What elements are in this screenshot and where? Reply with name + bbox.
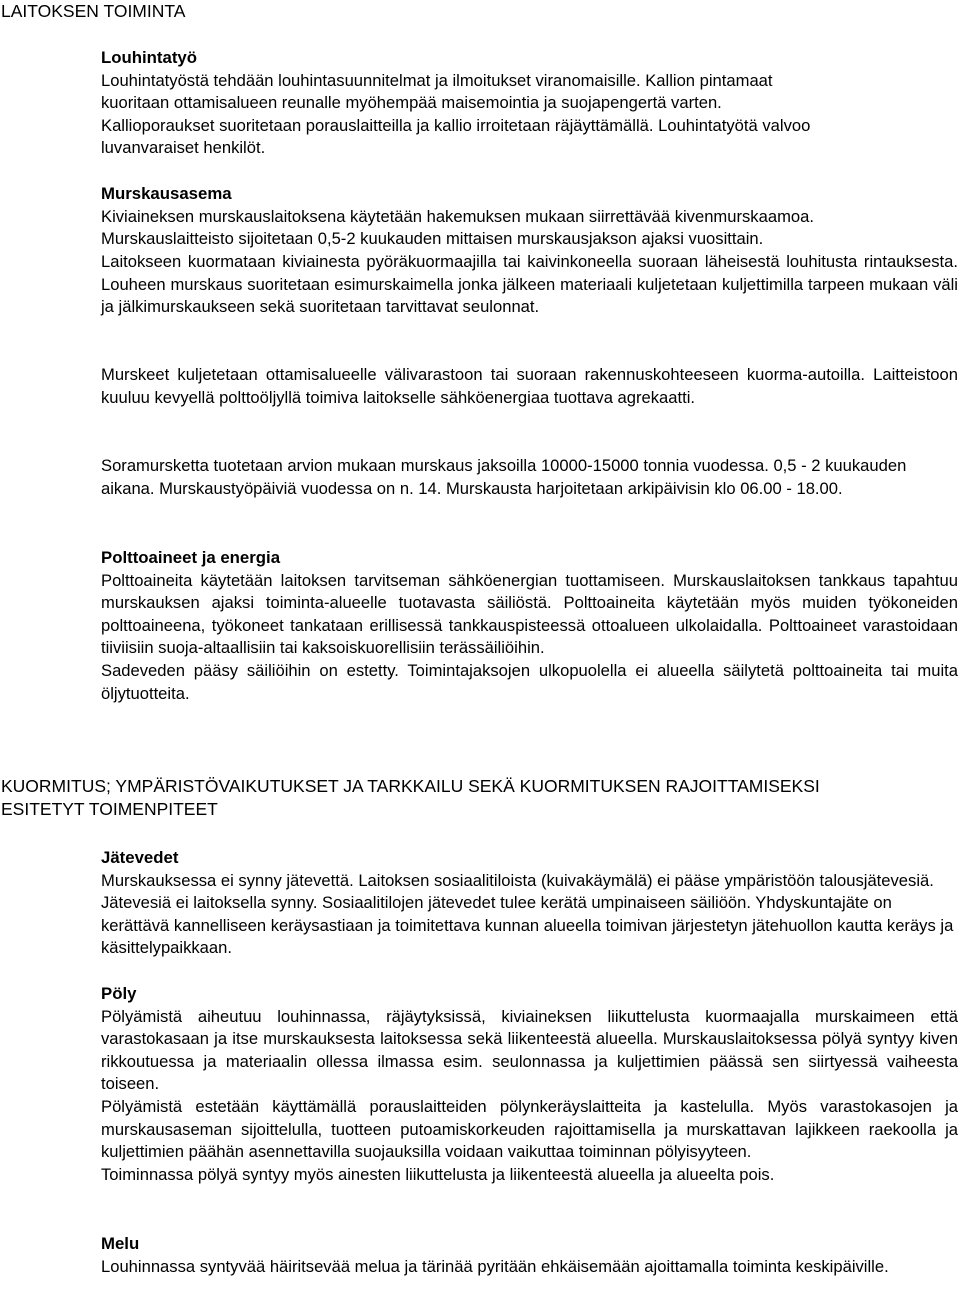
paragraph-line: kuoritaan ottamisalueen reunalle myöhempää maisemointia ja suojapengertä varten. [101, 93, 722, 113]
subsection-title: Louhintatyö [101, 48, 198, 67]
section-louhintatyo [101, 47, 958, 160]
paragraph: Soramursketta tuotetaan arvion mukaan murskaus jaksoilla 10000-15000 tonnia vuodessa. 0,5 - 2 kuukauden aikana. Murskaustyöpäiviä vuodessa on n. 14. Murskausta harjoitetaan arkipäivisin klo 06.00 - 18.00. [101, 456, 907, 498]
paragraph: Laitokseen kuormataan kiviainesta pyöräkuormaajilla tai kaivinkoneella suoraan läheisestä louhitusta rintauksesta. Louheen murskaus suoritetaan esimurskaimella jonka jälkeen materiaali kuljetetaan kuljettimilla tarpeen mukaan väli ja jälkimurskaukseen sekä suoritetaan tarvittavat seulonnat. [101, 252, 958, 317]
paragraph: Pölyämistä estetään käyttämällä porauslaitteiden pölynkeräyslaitteita ja kastelulla. Myös varastokasojen ja murskausaseman sijoittelulla, tuotteen putoamiskorkeuden rajoittamisella ja murskattavan lajikkeen raekoolla ja kuljettimien päähän asennettavilla suojauksilla voidaan vaikuttaa toiminnan pölyisyyteen. [101, 1096, 958, 1162]
subsection-title: Polttoaineet ja energia [101, 548, 281, 567]
paragraph-line: Kiviaineksen murskauslaitoksena käytetään hakemuksen mukaan siirrettävää kivenmurskaamoa. [101, 206, 814, 226]
subsection-title: Melu [101, 1234, 140, 1253]
paragraph-line: Louhintatyöstä tehdään louhintasuunnitelmat ja ilmoitukset viranomaisille. Kallion pintamaat [101, 70, 773, 90]
subsection-title: Murskausasema [101, 184, 232, 203]
paragraph: Louhinnassa syntyvää häiritsevää melua ja tärinää pyritään ehkäisemään ajoittamalla toiminta keskipäiville. [101, 1256, 889, 1276]
paragraph-line: Murskauslaitteisto sijoitetaan 0,5-2 kuukauden mittaisen murskausjakson ajaksi vuosittain. [101, 229, 764, 249]
paragraph: Pölyämistä aiheutuu louhinnassa, räjäytyksissä, kiviaineksen liikuttelusta kuormaajalla murskaimeen että varastokasaan ja itse murskauksesta laitoksessa sekä liikenteestä alueella. Murskauslaitoksessa pölyä syntyy kiven rikkoutuessa ja materiaalin ollessa ilmassa esim. seulonnassa ja kuljettimien päässä sen siirtyessä vaiheesta toiseen. [101, 1006, 958, 1094]
heading-line: KUORMITUS; YMPÄRISTÖVAIKUTUKSET JA TARKKAILU SEKÄ KUORMITUKSEN RAJOITTAMISEKSI [1, 776, 820, 796]
section-polttoaineet [101, 547, 958, 705]
section-jatevedet [101, 847, 958, 960]
heading-line: ESITETYT TOIMENPITEET [1, 798, 218, 819]
section-heading-kuormitus [1, 775, 959, 820]
subsection-title: Pöly [101, 984, 137, 1003]
paragraph-line: luvanvaraiset henkilöt. [101, 138, 266, 158]
paragraph: Murskauksessa ei synny jätevettä. Laitoksen sosiaalitiloista (kuivakäymälä) ei pääse ympäristöön talousjätevesiä. Jätevesiä ei laitoksella synny. Sosiaalitilojen jätevedet tulee kerätä umpinaiseen säiliöön. Yhdyskuntajäte on kerättävä kannelliseen keräysastiaan ja toimitettava kunnan alueella toimivan järjestetyn jätehuollon kautta keräys ja käsittelypaikkaan. [101, 870, 954, 958]
paragraph-line: Kallioporaukset suoritetaan porauslaitteilla ja kallio irroitetaan räjäyttämällä. Louhintatyötä valvoo [101, 115, 811, 135]
paragraph: Sadeveden pääsy säiliöihin on estetty. Toimintajaksojen ulkopuolella ei alueella säilytetä polttoaineita tai muita öljytuotteita. [101, 660, 958, 703]
section-heading-laitoksen-toiminta: LAITOKSEN TOIMINTA [1, 1, 186, 21]
paragraph: Murskeet kuljetetaan ottamisalueelle välivarastoon tai suoraan rakennuskohteeseen kuorma-autoilla. Laitteistoon kuuluu kevyellä polttoöljyllä toimiva laitokselle sähköenergiaa tuottava agrekaatti. [101, 365, 958, 407]
section-murskausasema [101, 183, 958, 251]
subsection-title: Jätevedet [101, 848, 179, 867]
section-poly [101, 983, 958, 1186]
section-melu [101, 1233, 958, 1278]
paragraph: Toiminnassa pölyä syntyy myös ainesten liikuttelusta ja liikenteestä alueella ja alueelta pois. [101, 1164, 775, 1184]
paragraph: Polttoaineita käytetään laitoksen tarvitseman sähköenergian tuottamiseen. Murskauslaitoksen tankkaus tapahtuu murskauksen ajaksi toiminta-alueelle tuotavasta säiliöstä. Polttoaineita käytetään myös muiden työkoneiden polttoaineena, työkoneet tankataan erillisessä tankkauspisteessä ottoalueen ulkolaidalla. Polttoaineet varastoidaan tiiviisiin suoja-altaallisiin tai kaksoiskuorellisiin terässäiliöihin. [101, 570, 958, 658]
